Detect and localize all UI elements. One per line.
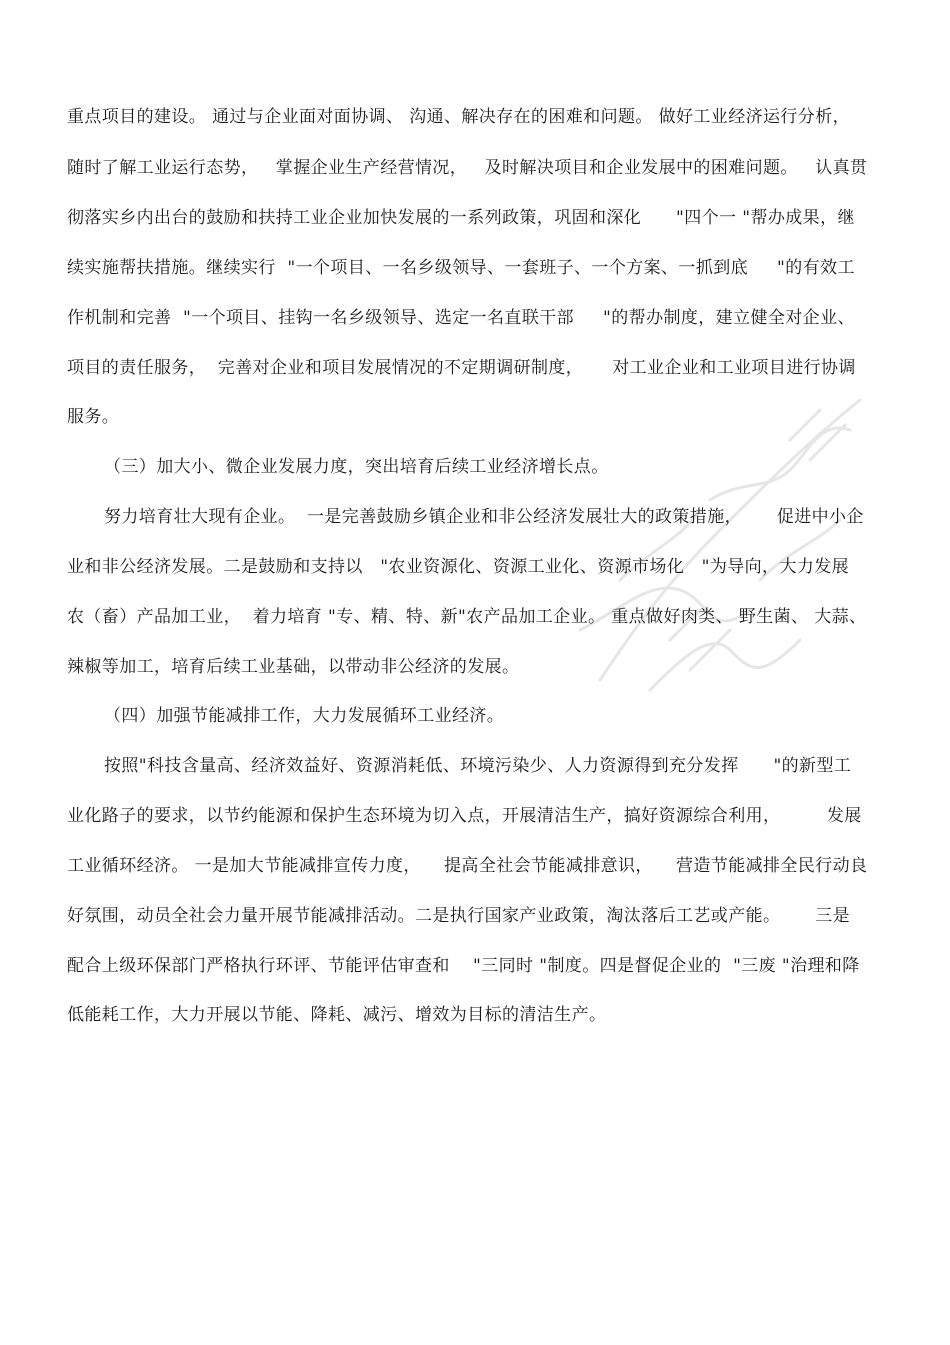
body-line-14: 按照"科技含量高、经济效益好、资源消耗低、环境污染少、人力资源得到充分发挥 "的新型工 bbox=[104, 756, 852, 776]
body-line-2: 随时了解工业运行态势， 掌握企业生产经营情况， 及时解决项目和企业发展中的困难问题。 认真贯 bbox=[67, 158, 868, 178]
body-line-16: 工业循环经济。 一是加大节能减排宣传力度， 提高全社会节能减排意识， 营造节能减排全民行动良 bbox=[67, 856, 868, 876]
body-line-19: 低能耗工作，大力开展以节能、降耗、减污、增效为目标的清洁生产。 bbox=[67, 1005, 607, 1025]
body-line-17: 好氛围，动员全社会力量开展节能减排活动。二是执行国家产业政策，淘汰落后工艺或产能。 三是 bbox=[67, 906, 851, 926]
body-line-12: 辣椒等加工，培育后续工业基础，以带动非公经济的发展。 bbox=[67, 657, 520, 677]
body-line-10: 业和非公经济发展。二是鼓励和支持以 "农业资源化、资源工业化、资源市场化 "为导向，大力发展 bbox=[67, 557, 850, 577]
body-line-1: 重点项目的建设。 通过与企业面对面协调、 沟通、解决存在的困难和问题。 做好工业经济运行分析， bbox=[67, 107, 851, 127]
body-line-7: 服务。 bbox=[67, 407, 120, 427]
body-line-15: 业化路子的要求，以节约能源和保护生态环境为切入点，开展清洁生产，搞好资源综合利用， 发展 bbox=[67, 806, 862, 826]
body-line-9: 努力培育壮大现有企业。 一是完善鼓励乡镇企业和非公经济发展壮大的政策措施， 促进中小企 bbox=[104, 507, 864, 527]
body-line-4: 续实施帮扶措施。继续实行 "一个项目、一名乡级领导、一套班子、一个方案、一抓到底 "的有效工 bbox=[67, 258, 855, 278]
section-heading-4: （四）加强节能减排工作，大力发展循环工业经济。 bbox=[104, 706, 505, 726]
watermark-graphic bbox=[560, 380, 890, 710]
section-heading-3: （三）加大小、微企业发展力度，突出培育后续工业经济增长点。 bbox=[104, 457, 609, 477]
body-line-5: 作机制和完善 "一个项目、挂钩一名乡级领导、选定一名直联干部 "的帮办制度，建立健全对企业、 bbox=[67, 308, 855, 328]
body-line-11: 农（畜）产品加工业， 着力培育 "专、精、特、新"农产品加工企业。 重点做好肉类、 野生菌、 大蒜、 bbox=[67, 607, 867, 627]
body-line-6: 项目的责任服务， 完善对企业和项目发展情况的不定期调研制度， 对工业企业和工业项目进行协调 bbox=[67, 358, 856, 378]
body-line-18: 配合上级环保部门严格执行环评、节能评估审查和 "三同时 "制度。四是督促企业的 "三废 "治理和降 bbox=[67, 956, 860, 976]
body-line-3: 彻落实乡内出台的鼓励和扶持工业企业加快发展的一系列政策，巩固和深化 "四个一 "帮办成果，继 bbox=[67, 208, 855, 228]
